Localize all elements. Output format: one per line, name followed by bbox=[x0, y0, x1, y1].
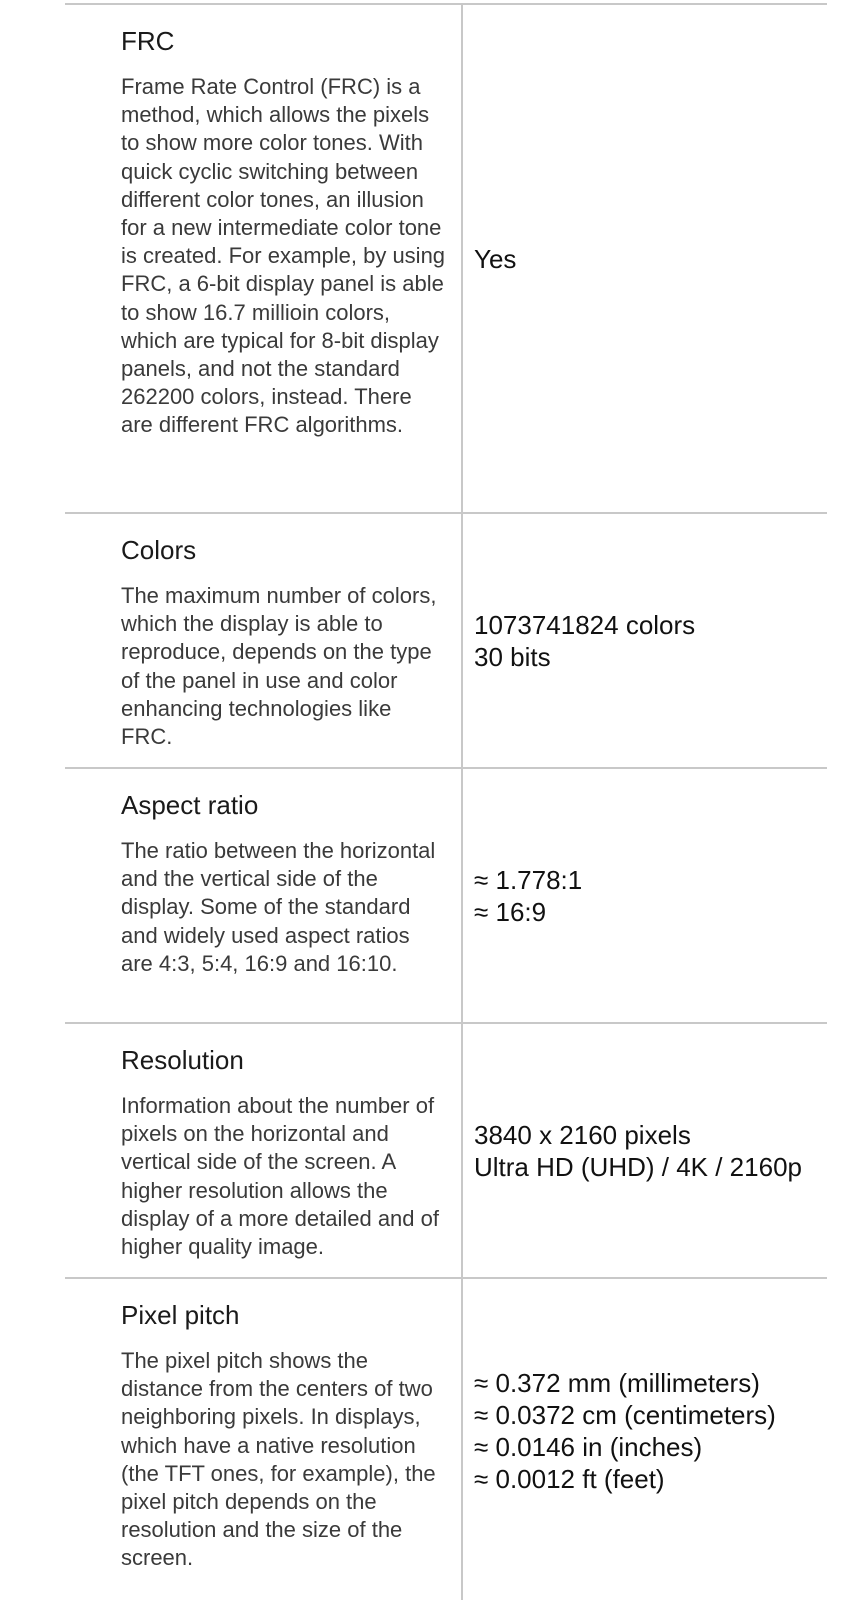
spec-value: ≈ 0.0372 cm (centimeters) bbox=[474, 1400, 776, 1430]
spec-description: The ratio between the horizontal and the vertical side of the display. Some of the standard and widely used aspect ratios are 4:3, 5:4, 16:9 and 16:10. bbox=[121, 838, 436, 976]
spec-row-pixel-pitch bbox=[65, 1279, 827, 1600]
spec-row-frc bbox=[65, 5, 827, 514]
spec-value-cell bbox=[463, 514, 827, 767]
spec-value-cell bbox=[463, 1279, 827, 1600]
spec-description: The maximum number of colors, which the display is able to reproduce, depends on the type of the panel in use and color enhancing technologies like FRC. bbox=[121, 583, 437, 750]
spec-label-cell bbox=[65, 769, 463, 1022]
spec-value: ≈ 16:9 bbox=[474, 896, 547, 927]
spec-label-cell bbox=[65, 5, 463, 512]
spec-row-colors bbox=[65, 514, 827, 769]
spec-title: FRC bbox=[121, 26, 175, 56]
spec-value: 30 bits bbox=[474, 641, 551, 672]
spec-title: Colors bbox=[121, 535, 197, 565]
spec-value: 1073741824 colors bbox=[474, 609, 696, 640]
spec-description: Information about the number of pixels on the horizontal and vertical side of the screen. A higher resolution allows the display of a more detailed and of higher quality image. bbox=[121, 1093, 439, 1260]
spec-label-cell bbox=[65, 514, 463, 767]
spec-label-cell bbox=[65, 1279, 463, 1600]
spec-value-cell bbox=[463, 1024, 827, 1277]
spec-value: Yes bbox=[474, 243, 517, 274]
spec-row-aspect-ratio bbox=[65, 769, 827, 1024]
spec-value: ≈ 1.778:1 bbox=[474, 864, 583, 895]
spec-description: Frame Rate Control (FRC) is a method, which allows the pixels to show more color tones. With quick cyclic switching between different color tones, an illusion for a new intermediate color tone is created. For example, by using FRC, a 6-bit display panel is able to show 16.7 millioin colors, which are typical for 8-bit display panels, and not the standard 262200 colors, instead. There are different FRC algorithms. bbox=[121, 74, 446, 438]
spec-value: 3840 x 2160 pixels bbox=[474, 1119, 691, 1150]
spec-description: The pixel pitch shows the distance from the centers of two neighboring pixels. In displays, which have a native resolution (the TFT ones, for example), the pixel pitch depends on the resolution and the size of the screen. bbox=[121, 1348, 436, 1571]
spec-value: ≈ 0.372 mm (millimeters) bbox=[474, 1368, 760, 1398]
spec-value: ≈ 0.0012 ft (feet) bbox=[474, 1464, 665, 1494]
spec-label-cell bbox=[65, 1024, 463, 1277]
spec-title: Resolution bbox=[121, 1045, 244, 1075]
spec-value: Ultra HD (UHD) / 4K / 2160p bbox=[474, 1151, 802, 1182]
spec-value: ≈ 0.0146 in (inches) bbox=[474, 1432, 703, 1462]
spec-row-resolution bbox=[65, 1024, 827, 1279]
spec-value-cell bbox=[463, 5, 827, 512]
spec-value-cell bbox=[463, 769, 827, 1022]
spec-title: Pixel pitch bbox=[121, 1300, 240, 1330]
spec-table bbox=[65, 3, 827, 1600]
spec-title: Aspect ratio bbox=[121, 790, 259, 820]
